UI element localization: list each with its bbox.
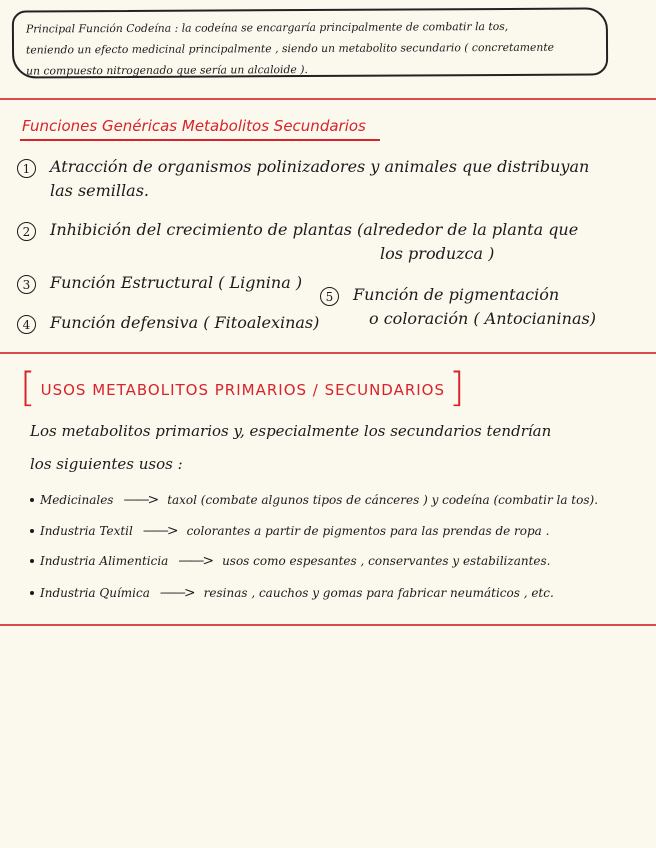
bullet-dot xyxy=(30,498,34,502)
use-item-chemical xyxy=(30,585,554,601)
function-item-2-line2: los produzca ) xyxy=(380,244,495,263)
codeine-note-box xyxy=(12,7,608,78)
function-item-4-line1: Función defensiva ( Fitoalexinas) xyxy=(50,313,320,332)
function-item-1-line2: las semillas. xyxy=(50,181,149,200)
number-circle-1: 1 xyxy=(17,159,36,178)
use-label: Industria Alimenticia xyxy=(40,554,169,568)
uses-intro-line-1: Los metabolitos primarios y, especialmente los secundarios tendrían xyxy=(30,422,552,440)
use-item-food xyxy=(30,553,550,569)
bullet-dot xyxy=(30,529,34,533)
arrow-right-icon: ——> xyxy=(142,523,177,539)
use-item-medicinal xyxy=(30,492,598,508)
arrow-right-icon: ——> xyxy=(178,553,213,569)
use-label: Medicinales xyxy=(40,493,114,507)
use-detail: colorantes a partir de pigmentos para las prendas de ropa . xyxy=(186,524,550,538)
note-line-1: Principal Función Codeína : la codeína se encargaría principalmente de combatir la tos, xyxy=(25,19,509,36)
uses-intro-line-2: los siguientes usos : xyxy=(30,455,183,473)
uses-heading-text: USOS METABOLITOS PRIMARIOS / SECUNDARIOS xyxy=(40,381,446,399)
arrow-right-icon: ——> xyxy=(123,492,158,508)
function-item-2-line1: Inhibición del crecimiento de plantas (alrededor de la planta que xyxy=(50,220,579,239)
uses-heading xyxy=(20,365,466,411)
use-label: Industria Textil xyxy=(40,524,133,538)
functions-heading: Funciones Genéricas Metabolitos Secundarios xyxy=(22,117,366,135)
function-item-4 xyxy=(17,314,319,335)
right-bracket: ] xyxy=(449,365,466,411)
number-circle-5: 5 xyxy=(320,287,339,306)
function-item-5-line2: o coloración ( Antocianinas) xyxy=(369,309,596,328)
divider-top xyxy=(0,98,656,100)
function-item-5 xyxy=(320,286,596,331)
bullet-dot xyxy=(30,591,34,595)
use-detail: resinas , cauchos y gomas para fabricar neumáticos , etc. xyxy=(203,586,554,600)
note-line-3: un compuesto nitrogenado que sería un alcaloide ). xyxy=(26,63,308,78)
functions-heading-underline xyxy=(20,139,380,141)
number-circle-2: 2 xyxy=(17,222,36,241)
bullet-dot xyxy=(30,559,34,563)
arrow-right-icon: ——> xyxy=(159,585,194,601)
use-detail: taxol (combate algunos tipos de cánceres ) y codeína (combatir la tos). xyxy=(167,493,599,507)
function-item-2 xyxy=(17,221,578,266)
use-detail: usos como espesantes , conservantes y estabilizantes. xyxy=(222,554,551,568)
divider-bottom xyxy=(0,624,656,626)
use-item-textile xyxy=(30,523,549,539)
divider-middle xyxy=(0,352,656,354)
function-item-3-line1: Función Estructural ( Lignina ) xyxy=(50,273,303,292)
function-item-3 xyxy=(17,274,302,295)
function-item-1 xyxy=(17,158,589,203)
number-circle-3: 3 xyxy=(17,275,36,294)
function-item-5-line1: Función de pigmentación xyxy=(353,285,560,304)
function-item-1-line1: Atracción de organismos polinizadores y animales que distribuyan xyxy=(50,157,590,176)
left-bracket: [ xyxy=(20,365,37,411)
number-circle-4: 4 xyxy=(17,315,36,334)
use-label: Industria Química xyxy=(40,586,150,600)
note-line-2: teniendo un efecto medicinal principalmente , siendo un metabolito secundario ( concretamente xyxy=(25,40,555,57)
